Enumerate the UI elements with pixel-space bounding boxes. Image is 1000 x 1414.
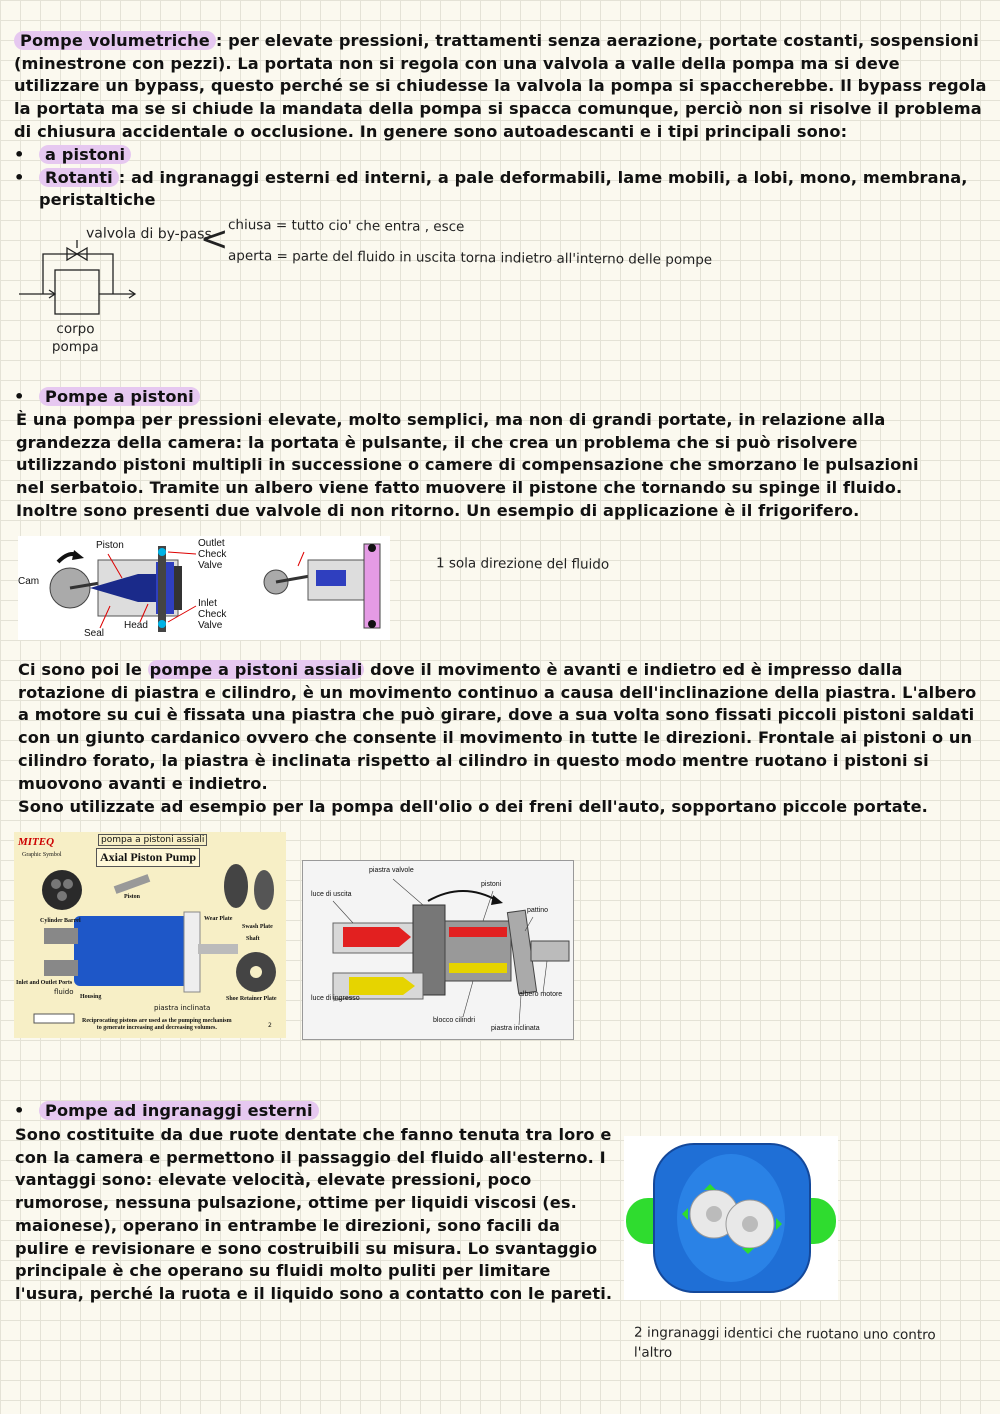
list-item [14,1100,614,1123]
type-label: Rotanti [39,168,119,187]
label-shaft: Shaft [246,936,260,942]
label-piastra-inclinata-2: piastra inclinata [491,1025,540,1032]
axial-piston-slide [14,832,286,1038]
axial-pump-drawing [14,832,286,1038]
closed-note: chiusa = tutto cio' che entra , esce [227,216,465,236]
brace: < [199,218,229,260]
section-heading: Pompe a pistoni [39,387,200,406]
label-blocco-cilindri: blocco cilindri [433,1017,476,1024]
assiali-paragraph-2: Sono utilizzate ad esempio per la pompa dell'olio o dei freni dell'auto, sopportano piccole portate. [18,797,928,816]
type-label: a pistoni [39,145,131,164]
direction-note: 1 sola direzione del fluido [435,555,610,573]
piston-pump-figure [18,536,390,640]
list-item [14,144,984,167]
axial-pump-diagram [302,860,574,1040]
label-pattino: pattino [527,907,549,914]
label-wear-plate: Wear Plate [204,916,233,922]
assiali-prefix: Ci sono poi le [18,660,148,679]
outlet-flow-arrow [343,927,411,947]
ingranaggi-paragraph: Sono costituite da due ruote dentate che fanno tenuta tra loro e con la camera e permettono il passaggio del fluido all'esterno. I vantaggi sono: elevate velocità, elevate pressioni, poco rumorose, nessuna pulsazione, ottime per liquidi viscosi (es. maionese), operano in entrambe le direzioni, sono facili da pulire e revisionare e sono costruibili su misura. Lo svantaggio principale è che operano su fluidi molto puliti per limitare l'usura, perché la ruota e il liquido sono a contatto con le pareti. [15,1125,613,1303]
label-cylinder-barrel: Cylinder Barrel [40,918,81,924]
assiali-paragraph [18,659,993,795]
pistoni-paragraph: È una pompa per pressioni elevate, molto semplici, ma non di grandi portate, in relazione alla grandezza della camera: la portata è pulsante, il che crea un problema che si può risolvere utilizzando pistoni multipli in successione o camere di compensazione che smorzano le pulsazioni nel serbatoio. Tramite un albero viene fatto muovere il pistone che tornando su spinge il fluido. Inoltre sono presenti due valvole di non ritorno. Un esempio di applicazione è il frigorifero. [16,410,919,520]
brand-logo: MITEQ [18,836,55,848]
label-luce-ingresso: luce di ingresso [311,995,360,1002]
label-cam: Cam [18,576,40,587]
bypass-sketch [15,222,215,362]
pistoni-heading-list [14,386,614,409]
label-shoe-retainer: Shoe Retainer Plate [226,996,277,1002]
open-note: aperta = parte del fluido in uscita torna indietro all'interno delle pompe [227,247,713,269]
label-fluido: fluido [54,988,74,996]
gear-note: 2 ingranaggi identici che ruotano uno contro l'altro [633,1324,936,1361]
label-swash-plate: Swash Plate [242,924,273,930]
ingranaggi-heading-list [14,1100,614,1123]
intro-term: Pompe volumetriche [14,31,216,50]
assiali-text: dove il movimento è avanti e indietro ed è impresso dalla rotazione di piastra e cilindro, è un movimento continuo a causa dell'inclinazione della piastra. L'albero a motore su cui è fissata una piastra che può girare, dove a sua volta sono fissati piccoli pistoni saldati con un giunto cardanico ovvero che consente il movimento in tutte le direzioni. Frontale ai pistoni o un cilindro forato, la piastra è inclinata rispetto al cilindro in questo modo mentre ruotano i pistoni si muovono avanti e indietro. [18,660,977,793]
label-piston: Piston [124,894,141,900]
label-luce-uscita: luce di uscita [311,891,352,898]
label-outlet: Outlet Check Valve [198,538,227,571]
label-inlet: Inlet Check Valve [198,598,227,631]
label-piastra-inclinata: piastra inclinata [154,1004,211,1012]
list-item [14,167,984,212]
graphic-symbol-label: Graphic Symbol [22,852,62,858]
pump-body-shape [55,270,99,314]
drive-shaft-shape [531,941,569,961]
slide-page-number: 2 [268,1022,272,1029]
assiali-term: pompe a pistoni assiali [149,660,363,679]
slide-title: Axial Piston Pump [96,848,200,867]
hand-title: pompa a pistoni assiali [98,834,207,846]
label-albero-motore: albero motore [519,991,563,998]
valve-label: valvola di by-pass [85,225,212,243]
label-piston: Piston [96,540,124,551]
wear-plate-shape [224,864,248,908]
label-seal: Seal [84,628,105,639]
intro-text: : per elevate pressioni, trattamenti senza aerazione, portate costanti, sospensioni (minestrone con pezzi). La portata non si regola con una valvola a valle della pompa ma si deve utilizzare un bypass, questo perché se si chiudesse la valvola la pompa si spaccherebbe. Il bypass regola la portata ma se si chiude la mandata della pompa si spacca comunque, perciò non si risolve il problema di chiusura accidentale o occlusione. In genere sono autoadescanti e i tipi principali sono: [14,31,987,141]
housing-shape [74,916,194,986]
gear-pump-image [624,1136,838,1300]
label-housing: Housing [80,994,102,1000]
label-piastra-valvole: piastra valvole [369,867,414,874]
label-pistoni: pistoni [481,881,502,888]
label-head: Head [124,620,148,631]
list-item [14,386,614,409]
gear-pump-drawing [624,1136,838,1300]
body-label: corpo pompa [51,320,99,356]
section-heading: Pompe ad ingranaggi esterni [39,1101,319,1120]
pump-types-list [14,144,984,212]
bypass-loop [43,254,113,294]
inlet-flow-arrow [349,977,415,995]
axial-pump-cutaway [303,861,573,1039]
intro-paragraph [14,30,989,144]
type-text: : ad ingranaggi esterni ed interni, a pale deformabili, lame mobili, a lobi, mono, membrana, peristaltiche [39,167,968,210]
slide-caption: Reciprocating pistons are used as the pumping mechanism to generate increasing and decreasing volumes. [82,1018,232,1031]
cylinder-barrel-shape [42,870,82,910]
label-inlet-outlet: Inlet and Outlet Ports [16,980,73,986]
